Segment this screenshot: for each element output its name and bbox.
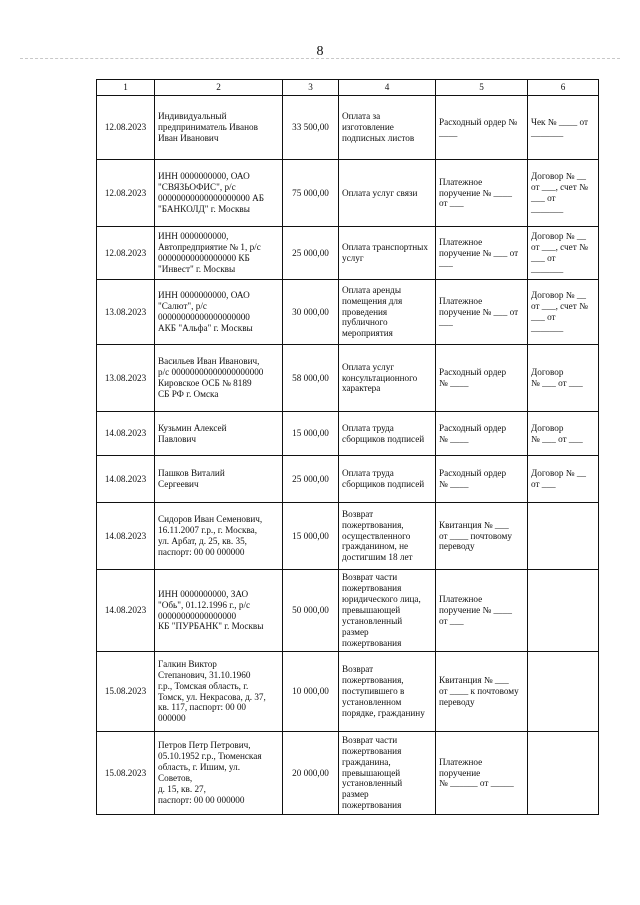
cell-document-line: поручение № ___ от <box>439 247 519 258</box>
cell-purpose-line: проведения <box>342 306 388 317</box>
cell-payee-line: Иван Иванович <box>158 132 219 143</box>
cell-date: 13.08.2023 <box>97 280 155 345</box>
table-row <box>97 345 599 412</box>
cell-date: 12.08.2023 <box>97 96 155 160</box>
cell-amount: 25 000,00 <box>283 227 339 280</box>
cell-purpose-line: Возврат части <box>342 572 398 583</box>
cell-payee-line: 000000 <box>158 713 186 724</box>
cell-document-line: ___ <box>439 317 453 328</box>
table-header-row <box>97 80 599 96</box>
cell-purpose-line: Оплата труда <box>342 422 394 433</box>
cell-purpose <box>339 227 436 280</box>
cell-purpose-line: установленный <box>342 778 403 789</box>
cell-purpose-line: Возврат <box>342 664 374 675</box>
cell-purpose-line: публичного <box>342 317 388 328</box>
cell-basis <box>528 732 599 815</box>
cell-payee-line: 16.11.2007 г.р., г. Москва, <box>158 525 258 536</box>
cell-date: 14.08.2023 <box>97 503 155 570</box>
cell-payee-line: 00000000000000000 КБ <box>158 253 250 263</box>
cell-payee-line: паспорт: 00 00 000000 <box>158 794 245 805</box>
cell-purpose <box>339 456 436 503</box>
cell-payee-line: Советов, <box>158 773 193 783</box>
cell-document <box>436 345 528 412</box>
table-row <box>97 503 599 570</box>
cell-payee-line: Пашков Виталий <box>158 468 225 479</box>
cell-purpose-line: размер <box>342 789 369 800</box>
cell-basis-line: от ___, счет № <box>531 301 588 312</box>
cell-purpose <box>339 732 436 815</box>
table-row <box>97 652 599 732</box>
cell-purpose-line: консультационного <box>342 372 418 383</box>
column-header-4: 4 <box>339 80 436 96</box>
cell-payee <box>155 412 283 456</box>
cell-purpose-line: изготовление <box>342 122 394 133</box>
cell-date: 14.08.2023 <box>97 456 155 503</box>
column-header-3: 3 <box>283 80 339 96</box>
cell-document-line: ___ <box>439 258 453 269</box>
cell-amount: 50 000,00 <box>283 570 339 652</box>
cell-document <box>436 160 528 227</box>
cell-purpose <box>339 412 436 456</box>
cell-purpose-line: размер <box>342 626 369 637</box>
cell-amount: 10 000,00 <box>283 652 339 732</box>
cell-date: 14.08.2023 <box>97 412 155 456</box>
cell-basis-line: № ___ от ___ <box>531 378 583 388</box>
cell-document-line: от ____ почтовому <box>439 530 512 541</box>
cell-purpose-line: порядке, гражданину <box>342 707 425 718</box>
cell-basis-line: Договор № __ <box>531 231 587 242</box>
cell-purpose-line: Оплата за <box>342 111 381 122</box>
cell-payee-line: 00000000000000000000 <box>158 312 250 322</box>
cell-payee-line: Сидоров Иван Семенович, <box>158 514 263 525</box>
cell-payee-line: "Салют", р/с <box>158 301 207 312</box>
table-row <box>97 412 599 456</box>
cell-document-line: № ______ от _____ <box>439 778 514 789</box>
cell-basis <box>528 280 599 345</box>
cell-document-line: от ___ <box>439 198 464 209</box>
cell-document <box>436 96 528 160</box>
cell-amount: 33 500,00 <box>283 96 339 160</box>
cell-purpose-line: юридического лица, <box>342 594 421 605</box>
cell-basis-line: Договор <box>531 367 564 378</box>
cell-payee-line: "БАНКОЛД" г. Москвы <box>158 203 250 214</box>
table-row <box>97 570 599 652</box>
cell-payee <box>155 456 283 503</box>
cell-purpose-line: Оплата услуг связи <box>342 187 418 198</box>
cell-payee-line: "Инвест" г. Москвы <box>158 263 236 274</box>
cell-basis <box>528 96 599 160</box>
cell-document-line: Квитанция № ___ <box>439 675 509 686</box>
cell-payee <box>155 732 283 815</box>
cell-purpose-line: помещения для <box>342 295 403 306</box>
cell-purpose <box>339 280 436 345</box>
cell-purpose <box>339 345 436 412</box>
cell-payee-line: Кировское ОСБ № 8189 <box>158 378 252 388</box>
cell-purpose-line: осуществленного <box>342 530 411 541</box>
cell-document-line: поручение <box>439 767 481 778</box>
cell-document-line: Квитанция № ___ <box>439 519 509 530</box>
cell-basis-line: ___ от <box>531 312 556 322</box>
cell-payee-line: 00000000000000000 <box>158 610 237 621</box>
cell-payee-line: Павлович <box>158 433 196 444</box>
cell-payee <box>155 503 283 570</box>
cell-payee <box>155 652 283 732</box>
cell-purpose-line: мероприятия <box>342 328 393 339</box>
cell-purpose-line: пожертвования, <box>342 519 404 530</box>
expenses-table <box>96 79 599 815</box>
cell-amount: 75 000,00 <box>283 160 339 227</box>
cell-document-line: поручение № ____ <box>439 605 512 616</box>
cell-purpose-line: превышающей <box>342 767 401 778</box>
cell-date: 14.08.2023 <box>97 570 155 652</box>
page-number: 8 <box>316 44 324 59</box>
cell-purpose-line: пожертвования <box>342 583 402 594</box>
column-header-6: 6 <box>528 80 599 96</box>
cell-purpose-line: гражданина, <box>342 756 391 767</box>
cell-basis <box>528 160 599 227</box>
cell-document <box>436 280 528 345</box>
cell-payee-line: паспорт: 00 00 000000 <box>158 546 245 557</box>
cell-payee-line: Галкин Виктор <box>158 658 217 669</box>
cell-document-line: Платежное <box>439 295 483 306</box>
cell-purpose-line: Оплата труда <box>342 468 394 479</box>
cell-basis-line: _______ <box>531 127 564 138</box>
column-header-5: 5 <box>436 80 528 96</box>
cell-payee-line: АКБ "Альфа" г. Москвы <box>158 322 253 333</box>
cell-document <box>436 652 528 732</box>
cell-amount: 30 000,00 <box>283 280 339 345</box>
cell-document-line: Платежное <box>439 756 483 767</box>
cell-document-line: Платежное <box>439 594 483 605</box>
cell-payee-line: ИНН 0000000000, ЗАО <box>158 588 249 599</box>
cell-basis-line: Договор <box>531 422 564 433</box>
cell-document-line: переводу <box>439 541 475 552</box>
table-row <box>97 227 599 280</box>
cell-payee-line: ИНН 0000000000, ОАО <box>158 290 250 301</box>
cell-document-line: поручение № ____ <box>439 187 512 198</box>
cell-payee-line: Кузьмин Алексей <box>158 422 227 433</box>
cell-payee-line: кв. 117, паспорт: 00 00 <box>158 702 247 713</box>
cell-payee-line: ИНН 0000000000, <box>158 231 229 242</box>
cell-document <box>436 412 528 456</box>
cell-payee-line: предприниматель Иванов <box>158 122 258 133</box>
cell-purpose-line: подписных листов <box>342 132 415 143</box>
cell-date: 15.08.2023 <box>97 732 155 815</box>
cell-basis-line: Договор № __ <box>531 468 587 479</box>
table-row <box>97 456 599 503</box>
cell-payee <box>155 160 283 227</box>
cell-payee <box>155 96 283 160</box>
cell-payee-line: р/с 00000000000000000000 <box>158 367 264 378</box>
cell-amount: 58 000,00 <box>283 345 339 412</box>
cell-basis <box>528 227 599 280</box>
table-row <box>97 96 599 160</box>
cell-basis-line: № ___ от ___ <box>531 433 583 444</box>
cell-basis-line: от ___ <box>531 479 556 489</box>
cell-payee-line: СБ РФ г. Омска <box>158 388 219 399</box>
cell-date: 13.08.2023 <box>97 345 155 412</box>
cell-document-line: поручение № ___ от <box>439 306 519 317</box>
cell-purpose-line: поступившего в <box>342 686 405 697</box>
cell-basis-line: ___ от <box>531 193 556 203</box>
cell-basis <box>528 503 599 570</box>
cell-basis <box>528 345 599 412</box>
cell-document-line: Платежное <box>439 236 483 247</box>
cell-document-line: № ____ <box>439 378 469 388</box>
cell-document-line: № ____ <box>439 433 469 444</box>
cell-payee-line: Сергеевич <box>158 479 199 489</box>
cell-document <box>436 732 528 815</box>
cell-purpose-line: услуг <box>342 253 364 263</box>
cell-basis <box>528 652 599 732</box>
cell-document-line: № ____ <box>439 479 469 489</box>
cell-date: 12.08.2023 <box>97 227 155 280</box>
top-divider <box>20 58 620 59</box>
cell-payee-line: область, г. Ишим, ул. <box>158 762 241 773</box>
cell-amount: 15 000,00 <box>283 503 339 570</box>
cell-purpose-line: пожертвования <box>342 745 402 756</box>
cell-payee-line: Индивидуальный <box>158 111 227 122</box>
cell-basis-line: _______ <box>531 322 564 333</box>
cell-purpose-line: пожертвования <box>342 800 402 811</box>
cell-document <box>436 227 528 280</box>
cell-payee-line: КБ "ПУРБАНК" г. Москвы <box>158 621 264 632</box>
cell-purpose <box>339 96 436 160</box>
cell-purpose-line: установленном <box>342 696 402 707</box>
cell-payee-line: "СВЯЗЬОФИС", р/с <box>158 182 236 193</box>
cell-purpose-line: Оплата аренды <box>342 284 401 295</box>
table-row <box>97 280 599 345</box>
cell-payee-line: Васильев Иван Иванович, <box>158 356 260 367</box>
cell-document-line: от ____ к почтовому <box>439 686 519 697</box>
cell-basis-line: Договор № __ <box>531 290 587 301</box>
cell-purpose-line: пожертвования <box>342 637 402 648</box>
cell-basis-line: _______ <box>531 203 564 214</box>
cell-purpose-line: Оплата транспортных <box>342 242 428 253</box>
cell-payee-line: Томск, ул. Некрасова, д. 37, <box>158 691 266 702</box>
cell-purpose-line: установленный <box>342 615 403 626</box>
cell-document <box>436 456 528 503</box>
cell-payee-line: г.р., Томская область, г. <box>158 680 249 691</box>
cell-payee <box>155 345 283 412</box>
cell-payee <box>155 227 283 280</box>
cell-document-line: Расходный ордер <box>439 422 507 433</box>
cell-purpose-line: пожертвования, <box>342 675 404 686</box>
cell-payee-line: 05.10.1952 г.р., Тюменская <box>158 751 262 762</box>
table-body <box>97 96 599 815</box>
cell-basis-line: ___ от <box>531 253 556 263</box>
cell-basis-line: от ___, счет № <box>531 242 588 253</box>
cell-payee-line: "Обь", 01.12.1996 г., р/с <box>158 599 251 610</box>
cell-basis-line: Чек № ____ от <box>531 116 589 127</box>
cell-purpose-line: достигшим 18 лет <box>342 552 413 563</box>
cell-document-line: переводу <box>439 696 475 707</box>
cell-purpose-line: сборщиков подписей <box>342 479 425 489</box>
cell-amount: 25 000,00 <box>283 456 339 503</box>
cell-amount: 20 000,00 <box>283 732 339 815</box>
cell-purpose-line: гражданином, не <box>342 541 409 552</box>
cell-basis-line: от ___, счет № <box>531 182 588 193</box>
cell-payee-line: 00000000000000000000 АБ <box>158 193 265 203</box>
cell-amount: 15 000,00 <box>283 412 339 456</box>
cell-document-line: ____ <box>439 127 458 138</box>
cell-document-line: Платежное <box>439 176 483 187</box>
cell-purpose-line: сборщиков подписей <box>342 433 425 444</box>
cell-payee-line: Автопредприятие № 1, р/с <box>158 242 261 253</box>
cell-date: 15.08.2023 <box>97 652 155 732</box>
cell-basis-line: _______ <box>531 263 564 274</box>
cell-basis <box>528 456 599 503</box>
cell-document-line: Расходный ордер № <box>439 116 518 127</box>
cell-document-line: от ___ <box>439 615 464 626</box>
cell-document <box>436 570 528 652</box>
cell-purpose <box>339 503 436 570</box>
column-header-1: 1 <box>97 80 155 96</box>
cell-basis <box>528 570 599 652</box>
table-row <box>97 160 599 227</box>
cell-document-line: Расходный ордер <box>439 367 507 378</box>
cell-payee-line: Петров Петр Петрович, <box>158 740 251 751</box>
cell-payee-line: ул. Арбат, д. 25, кв. 35, <box>158 536 247 546</box>
column-header-2: 2 <box>155 80 283 96</box>
cell-payee-line: д. 15, кв. 27, <box>158 783 206 794</box>
cell-payee-line: ИНН 0000000000, ОАО <box>158 171 250 182</box>
cell-document <box>436 503 528 570</box>
cell-payee <box>155 280 283 345</box>
cell-basis <box>528 412 599 456</box>
cell-purpose-line: Возврат части <box>342 734 398 745</box>
cell-document-line: Расходный ордер <box>439 468 507 479</box>
cell-purpose <box>339 570 436 652</box>
table-row <box>97 732 599 815</box>
cell-payee <box>155 570 283 652</box>
cell-basis-line: Договор № __ <box>531 171 587 182</box>
cell-purpose-line: Оплата услуг <box>342 361 395 372</box>
cell-purpose-line: Возврат <box>342 508 374 519</box>
cell-date: 12.08.2023 <box>97 160 155 227</box>
cell-purpose-line: характера <box>342 383 381 394</box>
cell-purpose-line: превышающей <box>342 605 401 616</box>
cell-purpose <box>339 160 436 227</box>
cell-purpose <box>339 652 436 732</box>
cell-payee-line: Степанович, 31.10.1960 <box>158 669 251 680</box>
